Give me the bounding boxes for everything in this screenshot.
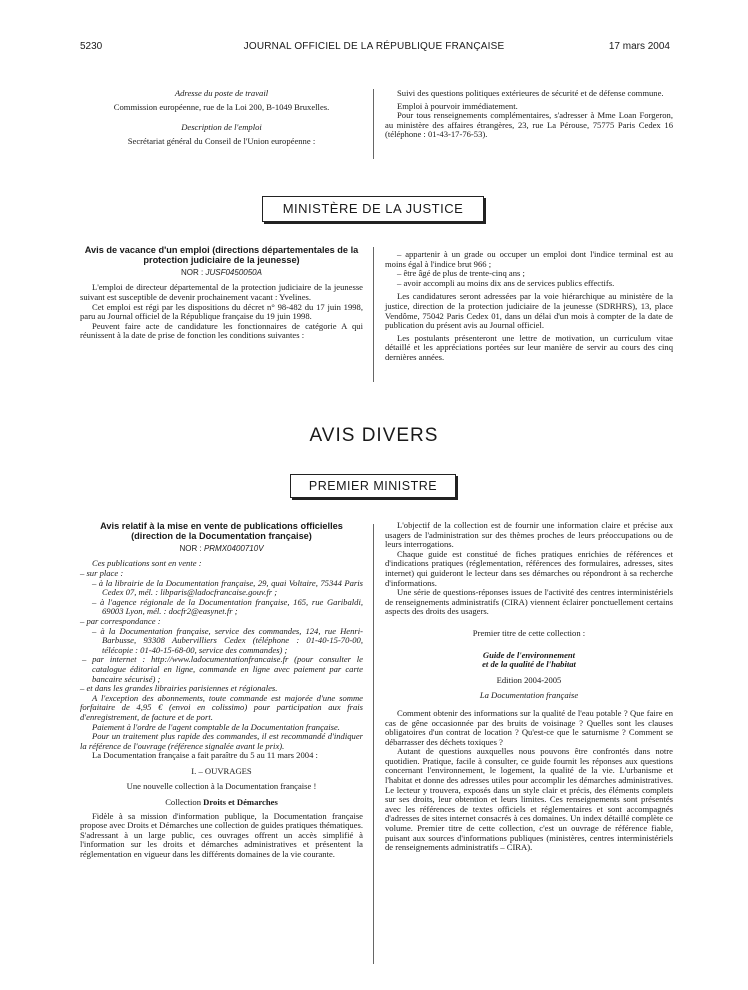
paragraph: L'objectif de la collection est de fournir une information claire et précise aux usagers de l'administration sur des thèmes proches de leurs préoccupations ou de leurs interrogations. (385, 520, 673, 550)
collection-title (80, 798, 363, 808)
list-item: – être âgé de plus de trente-cinq ans ; (397, 268, 525, 279)
column-separator (373, 524, 374, 964)
box-title: PREMIER MINISTRE (308, 479, 438, 493)
paragraph: Ces publications sont en vente : (92, 558, 202, 569)
paragraph: Les postulants présenteront une lettre de motivation, un curriculum vitae détaillé et les appréciations portées sur leur manière de servir au cours des cinq dernières années. (385, 332, 673, 362)
nor-value: JUSF0450050A (205, 267, 262, 277)
nor-reference (80, 544, 363, 554)
address-heading: Adresse du poste de travail (174, 88, 269, 98)
list-heading: – par correspondance : (80, 615, 161, 626)
list-item: – à la Documentation française, service des commandes, 124, rue Henri-Barbusse, 93308 Aubervilliers Cedex (téléphone : 01-40-15-70-00, télécopie : 01-40-15-68-00, service des commandes) ; (92, 625, 363, 655)
paragraph: La Documentation française a fait paraître du 5 au 11 mars 2004 : (92, 750, 318, 761)
description-text: Secrétariat général du Conseil de l'Union européenne : (127, 135, 316, 146)
top-right-column (385, 89, 673, 140)
collection-announcement: Une nouvelle collection à la Documentation française ! (126, 781, 317, 792)
collection-name: Droits et Démarches (203, 797, 278, 808)
paragraph: Pour un traitement plus rapide des commandes, il est recommandé d'indiquer la référence de l'ouvrage (référence signalée avant le prix). (80, 731, 363, 751)
paragraph: Les candidatures seront adressées par la voie hiérarchique au ministère de la justice, direction de la protection judiciaire de la jeunesse (SDRHRS), 13, place Vendôme, 75042 Paris Cedex 01, dans un délai d'un mois à compter de la date de publication du présent avis au Journal officiel. (385, 291, 673, 331)
paragraph: A l'exception des abonnements, toute commande est majorée d'une somme forfaitaire de 4,95 € (envoi en colissimo) pour participation aux frais d'enregistrement, de facture et de port. (80, 692, 363, 722)
nor-label: NOR : (179, 543, 202, 553)
description-heading: Description de l'emploi (181, 122, 262, 133)
edition: Edition 2004-2005 (496, 674, 562, 685)
guide-subtitle: et de la qualité de l'habitat (482, 659, 576, 670)
paragraph: Chaque guide est constitué de fiches pratiques enrichies de références et d'indications pratiques (réglementation, références des formulaires, adresses, sites internet) qui guideront le lecteur dans ses démarches ou répondront à sa recherche d'informations. (385, 548, 673, 588)
section-heading: I. – OUVRAGES (191, 765, 252, 776)
list-item: – avoir accompli au moins dix ans de services publics effectifs. (397, 277, 615, 288)
nor-value: PRMX0400710V (203, 543, 264, 553)
section-box-premier-ministre (290, 474, 456, 498)
publisher: La Documentation française (479, 690, 579, 701)
paragraph: Pour tous renseignements complémentaires, s'adresser à Mme Loan Forgeron, au ministère des affaires étrangères, 23, rue La Pérouse, 75775 Paris Cedex 16 (téléphone : 01-43-17-76-53). (385, 110, 673, 140)
list-heading: – sur place : (80, 568, 124, 578)
paragraph: Comment obtenir des informations sur la qualité de l'eau potable ? Que faire en cas de gêne occasionnée par des bruits de voisinage ? Quelles sont les clauses obligatoires d'un contrat de location ? Qu'est-ce que le saturnisme ? Comment se débarrasser des déchets toxiques ? (385, 707, 673, 747)
list-item: – à l'agence régionale de la Documentation française, 165, rue Garibaldi, 69003 Lyon, mél. : docfr2@easynet.fr ; (92, 596, 363, 617)
paragraph: Cet emploi est régi par les dispositions du décret n° 98-482 du 17 juin 1998, paru au Journal officiel de la République française du 19 juin 1998. (80, 301, 363, 322)
box-title: MINISTÈRE DE LA JUSTICE (282, 201, 464, 216)
notice-title: Avis de vacance d'un emploi (directions départementales de la protection judiciaire de la jeunesse) (84, 245, 359, 266)
paragraph: Autant de questions auxquelles nous pouvons être confrontés dans notre quotidien. Pratique, facile à consulter, ce guide fournit les réponses aux questions concernant l'environnement, le logement, la qualité de la vie. L'urbanisme et l'habitat et donne des adresses utiles pour accomplir les démarches administratives. Le lecteur y trouvera, exposés dans un style clair et précis, des éléments complets sur ses droits, leur obtention et leurs limites. Ces renseignements sont présentés avec les références de textes officiels et réglementaires et sont accompagnés d'adresses de sites internet consacrés à ces domaines. Un index détaillé complète ce volume. Premier titre de cette collection, c'est un ouvrage de référence fiable, puisant aux sources d'informations publiques (ministères, centres interministériels de renseignements administratifs – CIRA). (385, 746, 673, 853)
guide-title: Guide de l'environnement (482, 649, 576, 660)
list-item: – et dans les grandes librairies parisiennes et régionales. (80, 683, 278, 694)
address-text: Commission européenne, rue de la Loi 200, B-1049 Bruxelles. (113, 101, 330, 112)
paragraph: Suivi des questions politiques extérieures de sécurité et de défense commune. (397, 88, 664, 98)
list-item: – appartenir à un grade ou occuper un emploi dont l'indice terminal est au moins égal à l'indice brut 966 ; (385, 249, 673, 269)
justice-right-column (385, 250, 673, 363)
collection-prefix: Collection (165, 797, 202, 808)
nor-reference (80, 268, 363, 278)
issue-date: 17 mars 2004 (608, 41, 670, 52)
page-number: 5230 (80, 41, 103, 52)
page-header (0, 41, 748, 55)
avis-left-column (80, 521, 363, 860)
nor-label: NOR : (181, 267, 204, 277)
collection-first-title-intro: Premier titre de cette collection : (472, 627, 586, 638)
paragraph: Fidèle à sa mission d'information publique, la Documentation française propose avec Droits et Démarches une collection de guides pratiques thématiques. S'adressant à un large public, ces ouvrages offrent un accès simplifié à l'information sur les droits et démarches administratives et présentent la réglementation en vigueur dans les différents domaines de la vie courante. (80, 810, 363, 860)
avis-right-column (385, 521, 673, 853)
avis-divers-heading: AVIS DIVERS (309, 425, 439, 446)
section-box-justice (262, 196, 484, 222)
list-item: – par internet : http://www.ladocumentationfrancaise.fr (pour consulter le catalogue éditorial en ligne, commande en ligne avec paiement par carte bancaire sécurisé) ; (82, 654, 363, 684)
column-separator (373, 247, 374, 382)
paragraph: Une série de questions-réponses issues de l'activité des centres interministériels de renseignements administratifs (CIRA) viennent éclairer ponctuellement certains aspects des droits des usagers. (385, 587, 673, 617)
top-left-column (80, 89, 363, 146)
paragraph: L'emploi de directeur départemental de la protection judiciaire de la jeunesse suivant est susceptible de devenir prochainement vacant : Yvelines. (80, 282, 363, 302)
column-separator (373, 89, 374, 159)
notice-title: Avis relatif à la mise en vente de publications officielles (direction de la Documentation française) (100, 521, 343, 542)
journal-title: JOURNAL OFFICIEL DE LA RÉPUBLIQUE FRANÇAISE (243, 41, 505, 52)
paragraph: Peuvent faire acte de candidature les fonctionnaires de catégorie A qui réunissent à la date de prise de fonction les conditions suivantes : (80, 320, 363, 341)
paragraph: Paiement à l'ordre de l'agent comptable de la Documentation française. (92, 721, 340, 732)
paragraph: Emploi à pourvoir immédiatement. (397, 100, 518, 111)
justice-left-column (80, 245, 363, 341)
list-item: – à la librairie de la Documentation française, 29, quai Voltaire, 75344 Paris Cedex 07, mél. : libparis@ladocfrancaise.gouv.fr ; (92, 577, 363, 598)
